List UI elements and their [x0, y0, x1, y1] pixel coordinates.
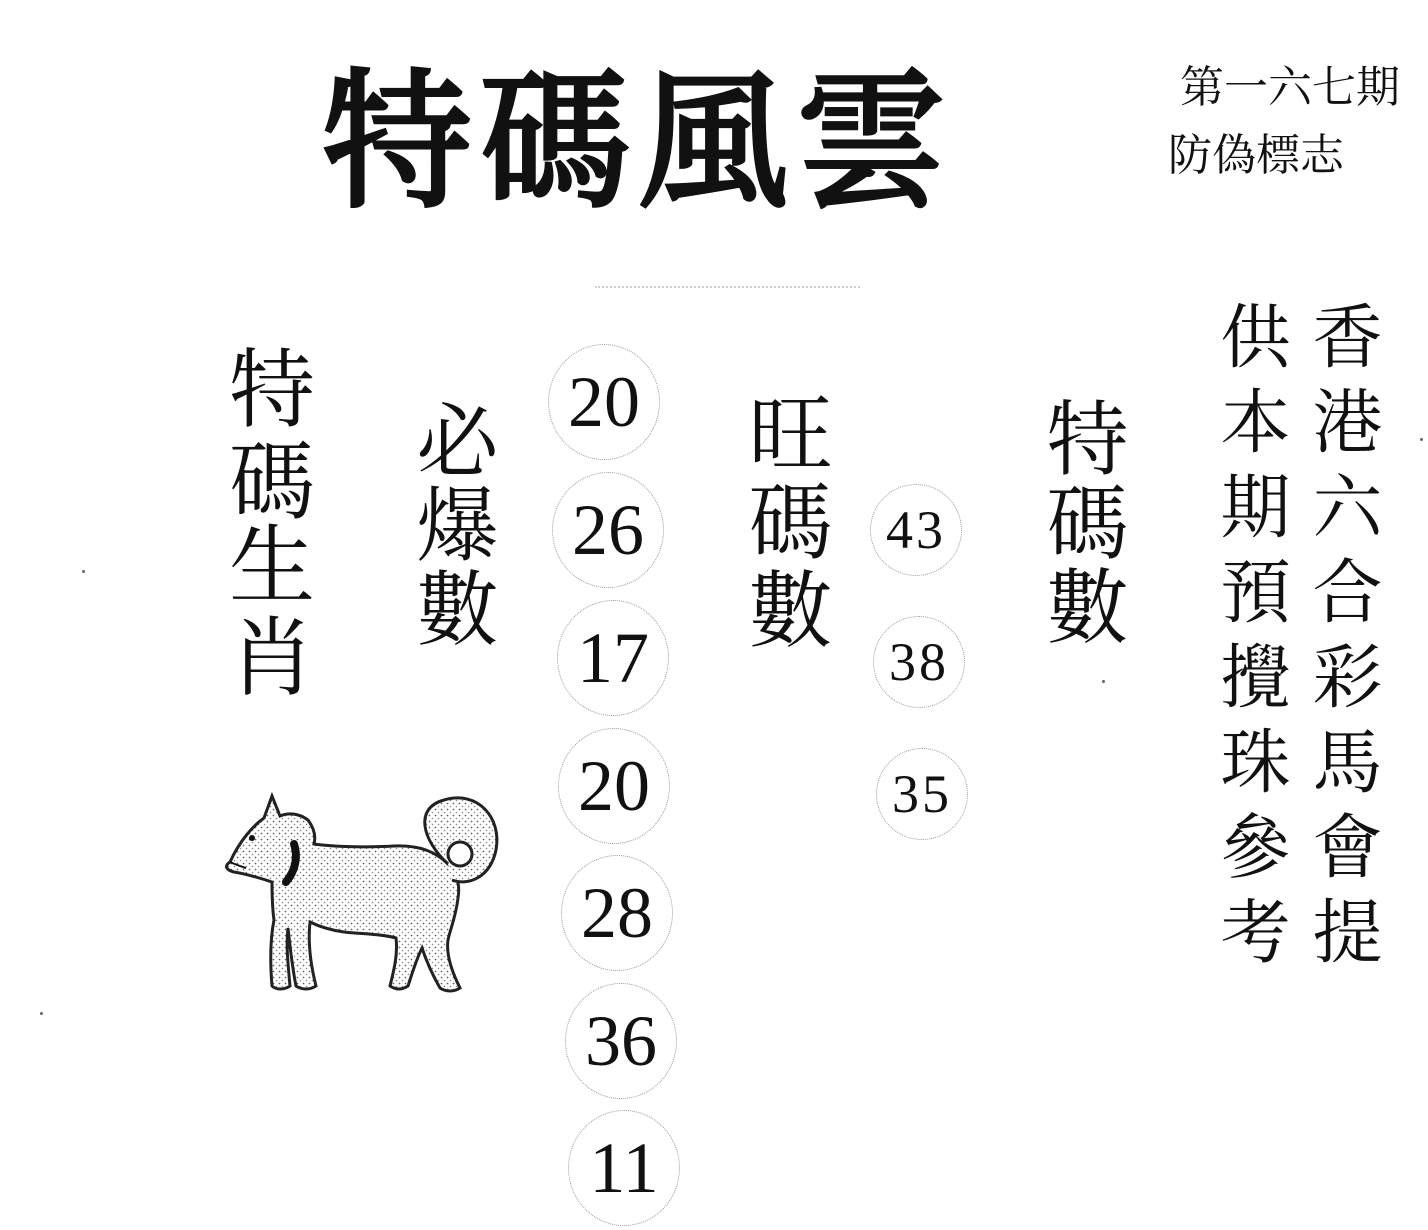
special-zodiac-label-top: 特碼 — [214, 344, 314, 528]
must-explode-label: 必爆數 — [403, 398, 498, 650]
must-explode-number-6: 36 — [565, 983, 677, 1099]
decorative-line — [595, 286, 860, 288]
special-numbers-label: 特碼數 — [1033, 396, 1128, 648]
scan-speck — [1420, 438, 1423, 441]
scan-speck — [1102, 680, 1105, 683]
side-text-column-1: 供本期預攪珠參考 — [1209, 300, 1291, 980]
page-title: 特碼風雲 — [322, 54, 955, 230]
issue-label: 第一六七期 — [1180, 62, 1400, 113]
hot-number-3: 35 — [876, 748, 968, 840]
must-explode-number-7: 11 — [568, 1110, 680, 1226]
must-explode-number-3: 17 — [557, 600, 669, 716]
hot-number-2: 38 — [873, 616, 965, 708]
hot-numbers-label: 旺碼數 — [735, 390, 833, 654]
must-explode-number-5: 28 — [561, 855, 673, 971]
scan-speck — [82, 570, 85, 573]
scan-speck — [40, 1012, 43, 1015]
dog-icon — [212, 790, 512, 1010]
special-zodiac-label-bottom: 生肖 — [214, 520, 314, 704]
must-explode-number-2: 26 — [552, 472, 664, 588]
hot-number-1: 43 — [870, 484, 962, 576]
must-explode-number-4: 20 — [558, 728, 670, 844]
side-text-column-2: 香港六合彩馬會提 — [1301, 300, 1383, 980]
must-explode-number-1: 20 — [548, 344, 660, 460]
anti-fake-label: 防偽標志 — [1168, 130, 1344, 181]
